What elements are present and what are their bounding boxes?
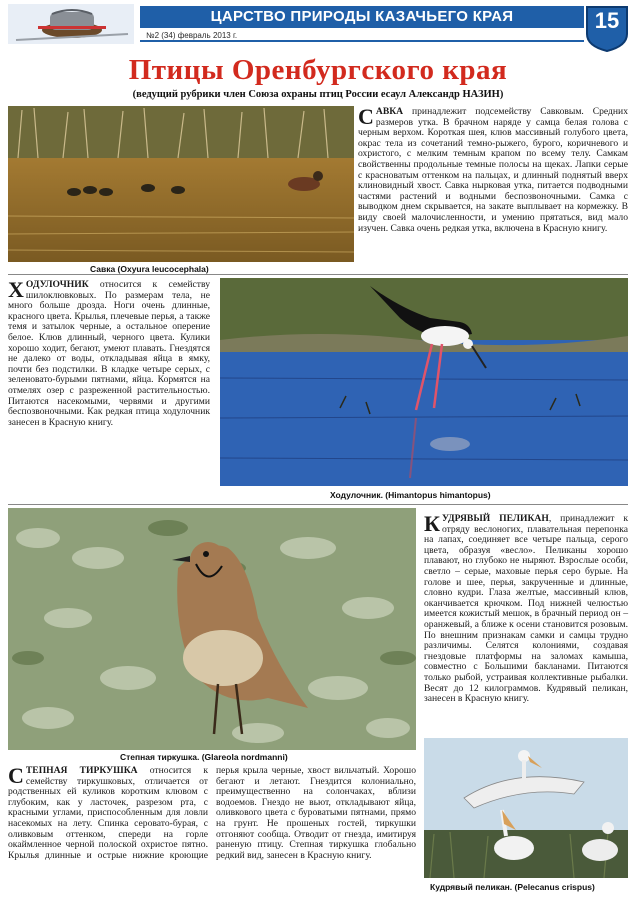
hodulochnik-text <box>8 277 210 428</box>
hodulochnik-dropcap: Х <box>8 277 24 302</box>
cossack-hat-logo-icon <box>8 4 134 44</box>
hodulochnik-body: относится к семейству шилоклювковых. По размерам тела, не много больше дрозда. Ноги очень длинные, красного цвета. Крылья, плечевые перья, а также темя и затылок черные, а остальное оперение белое. Клюв длинный, черного цвета. Кулики хорошо ходит, бегают, умеют плавать. Гнездятся не далеко от воды, откладывая яйца в ямку, почти без подстилки. В кладке четыре серых, с зеленовато-бурыми пятнами, яйца. Кормятся на отмелях озер с разреженной растительностью. Питаются насекомыми, червями и другими беспозвоночными. Как редкая птица ходулочник занесен в Красную книгу. <box>8 279 210 428</box>
savka-photo <box>8 106 354 262</box>
tirkushka-body: относится к семейству тиркушковых, отличается от родственных ей куликов коротким клювом с глубоким, как у ласточек, разрезом рта, с красными углами, приспособленным для ловли насекомых на лету. Спинка серовато-бурая, с оливковым оттенком, спереди на горле окаймленное черной полоской охристое пятно. Крылья длинные и острые нижние кроющие перья крыла черные, хвост вильчатый. Хорошо бегают и летают. Гнездится колониально, преимущественно на солончаках, вблизи водоемов. Гнездо не вьют, откладывают яйца, оливкового цвета с буроватыми пятнами, прямо на грунт. Не прошеных гостей, тиркушки отгоняют сообща. Отводит от гнезда, имитируя раненую птицу. Степная тиркушка глобально редкий вид, занесен в Красную книгу. <box>8 765 416 861</box>
pelican-body: , принадлежит к отряду веслоногих, плавательная перепонка на лапах, соединяет все четыре пальца, серого цвета, образуя «весло». Пеликаны хорошо плавают, но глубоко не ныряют. Взрослые особи, светло – серые, маховые перья серо бурые. На голове и шее, перья, закрученные и длинные, словно кудри. Глаза желтые, массивный клюв, оканчивается крючком. Под нижней челюстью имеется кожистый мешок, в брачный период он – оранжевый, а ближе к осени становится розовым. По внешним признакам самки и самцы трудно различимы. Селятся колониями, создавая гнездовые платформы на заломах камыша, совместно с Большими бакланами. Питаются только рыбой, устраивая коллективные рыбалки. Весят до 12 килограммов. Кудрявый пеликан, занесен в Красную книгу. <box>424 513 628 705</box>
pelican-lead: УДРЯВЫЙ ПЕЛИКАН <box>441 513 549 524</box>
page-header <box>0 0 636 46</box>
pelican-photo <box>424 738 628 878</box>
hodulochnik-photo <box>220 278 628 486</box>
tirkushka-text <box>8 763 416 890</box>
pelican-text <box>424 511 628 705</box>
tirkushka-caption: Степная тиркушка. (Glareola nordmanni) <box>120 752 288 762</box>
header-rule <box>140 40 584 42</box>
divider-top <box>8 274 628 275</box>
savka-lead: АВКА <box>375 106 404 117</box>
page-number: 15 <box>594 8 620 33</box>
savka-caption: Савка (Oxyura leucocephala) <box>90 264 209 274</box>
tirkushka-dropcap: С <box>8 763 24 788</box>
issue-info: №2 (34) февраль 2013 г. <box>146 31 238 40</box>
savka-body: принадлежит подсемейству Савковым. Средних размеров утка. В брачном наряде у самца белая голова с черным верхом. Короткая шея, клюв массивный голубого цвета, окрас тела из сочетаний темно-рыжего, бурого, коричневого и охристого, с мелким темным крапом по всему телу. Самкам свойственны продольные темные полосы на щеках. Лапки серые с красноватым оттенком на пальцах, и длинный поднятый вверх клиновидный хвост. Савка нырковая утка, питается подводными частями растений и водными беспозвоночными. Самка с выводком днем скрывается, на закате выплывает на кормежку. В виду своей малочисленности, и умению прятаться, вид мало изучен. Савка очень редкая утка, включена в Красную книгу. <box>358 106 628 234</box>
pelican-dropcap: К <box>424 511 440 536</box>
hodulochnik-caption: Ходулочник. (Himantopus himantopus) <box>330 490 491 500</box>
pelican-caption: Кудрявый пеликан. (Pelecanus crispus) <box>430 882 595 892</box>
savka-text <box>358 104 628 234</box>
tirkushka-photo <box>8 508 416 750</box>
divider-mid <box>8 504 628 505</box>
article-title: Птицы Оренбургского края <box>128 54 508 86</box>
article-byline: (ведущий рубрики член Союза охраны птиц России есаул Александр НАЗИН) <box>132 89 504 100</box>
tirkushka-lead: ТЕПНАЯ ТИРКУШКА <box>25 765 138 776</box>
hodulochnik-lead: ОДУЛОЧНИК <box>25 279 89 290</box>
savka-dropcap: С <box>358 104 374 129</box>
section-title: ЦАРСТВО ПРИРОДЫ КАЗАЧЬЕГО КРАЯ <box>210 8 514 25</box>
